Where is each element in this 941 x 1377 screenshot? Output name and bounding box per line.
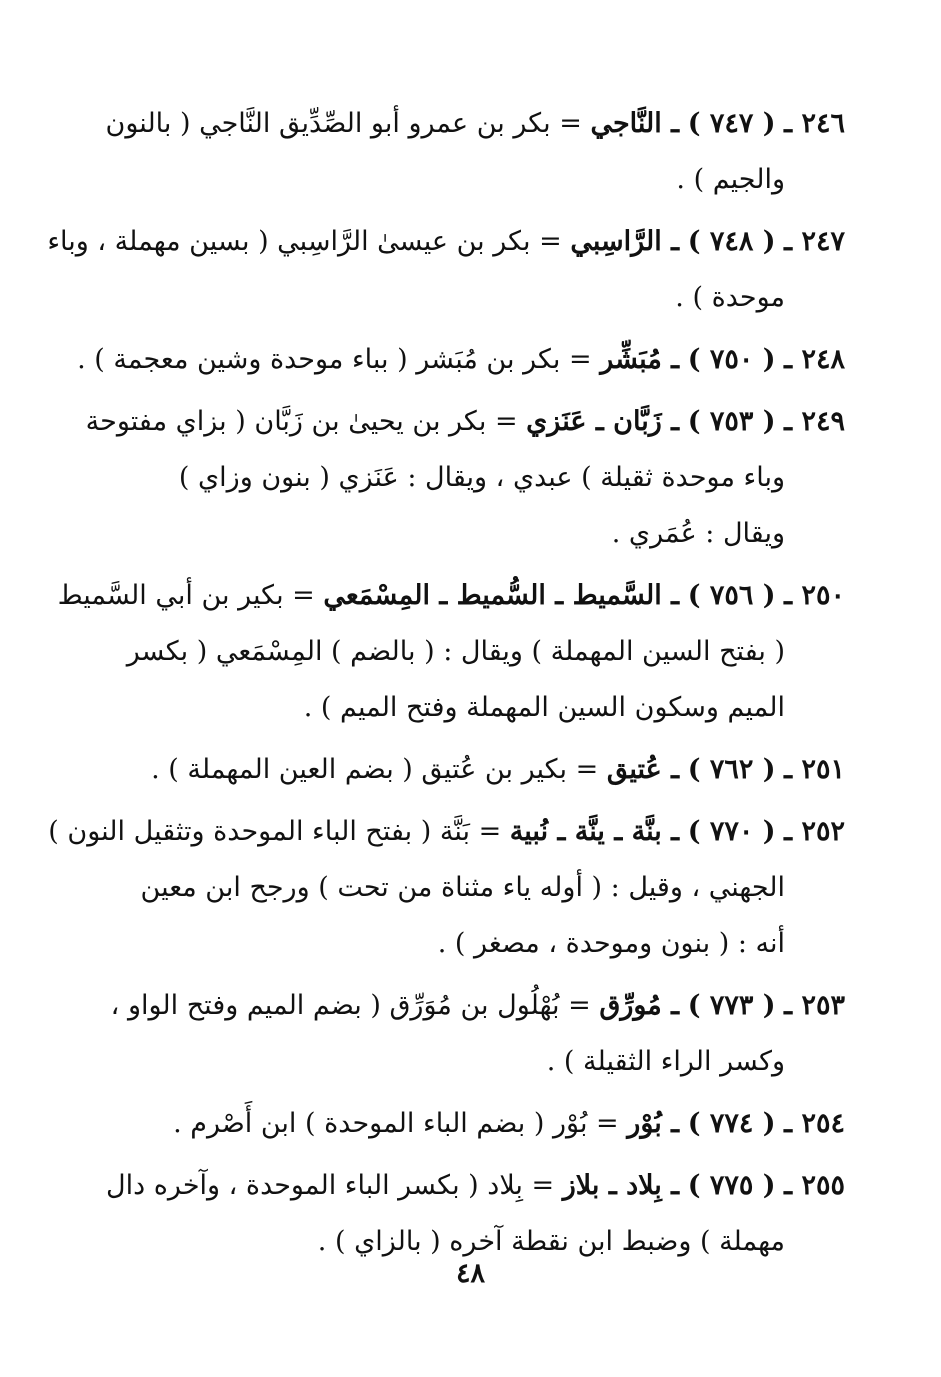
entry-text: = بكير بن أبي السَّميط <box>57 580 315 611</box>
entry-text: مهملة ) وضبط ابن نقطة آخره ( بالزاي ) . <box>317 1226 785 1257</box>
entry-line <box>80 916 845 972</box>
entry-253 <box>80 978 845 1090</box>
entry-254 <box>80 1096 845 1152</box>
entry-headword: ـ السَّميط ـ السُّميط ـ المِسْمَعي <box>323 580 680 611</box>
entry-line <box>80 1158 845 1214</box>
entry-number: ٢٤٨ ـ <box>784 344 845 375</box>
entry-line <box>80 96 845 152</box>
entry-252 <box>48 804 845 972</box>
entry-line <box>80 978 845 1034</box>
entry-headword: ـ مُبَشِّر <box>600 344 680 375</box>
entry-text: = بَنَّة ( بفتح الباء الموحدة وتثقيل النون ) <box>48 816 502 847</box>
entry-number: ٢٥١ ـ <box>784 754 845 785</box>
entry-number: ٢٤٧ ـ <box>784 226 845 257</box>
entry-headword: ـ زَبَّان ـ عَنَزي <box>526 406 680 437</box>
entry-reference: ( ٧٥٠ ) <box>687 344 776 375</box>
entry-line <box>80 394 845 450</box>
entry-255 <box>80 1158 845 1270</box>
entry-line <box>47 214 845 270</box>
entry-text: وكسر الراء الثقيلة ) . <box>546 1046 785 1077</box>
entry-text: موحدة ) . <box>675 282 785 313</box>
entry-number: ٢٥٠ ـ <box>784 580 845 611</box>
entry-headword: ـ النَّاجي <box>590 108 680 139</box>
entry-text: أنه : ( بنون وموحدة ، مصغر ) . <box>437 928 785 959</box>
entry-reference: ( ٧٧٥ ) <box>687 1170 776 1201</box>
entry-reference: ( ٧٦٢ ) <box>687 754 776 785</box>
entry-number: ٢٤٦ ـ <box>784 108 845 139</box>
entry-text: = بكر بن عيسىٰ الرَّاسِبي ( بسين مهملة ، وباء <box>47 226 562 257</box>
entry-reference: ( ٧٧٠ ) <box>687 816 776 847</box>
entry-text: ( بفتح السين المهملة ) ويقال : ( بالضم ) المِسْمَعي ( بكسر <box>126 636 785 667</box>
entry-line <box>80 860 845 916</box>
entry-line <box>77 332 845 388</box>
entry-247 <box>47 214 845 326</box>
entry-text: الميم وسكون السين المهملة وفتح الميم ) . <box>303 692 785 723</box>
entry-reference: ( ٧٧٣ ) <box>687 990 776 1021</box>
entry-number: ٢٥٢ ـ <box>784 816 845 847</box>
entry-number: ٢٥٣ ـ <box>784 990 845 1021</box>
entry-line <box>57 568 845 624</box>
entry-text: الجهني ، وقيل : ( أوله ياء مثناة من تحت ) ورجح ابن معين <box>140 872 785 903</box>
entry-251 <box>80 742 845 798</box>
entry-line <box>80 152 845 208</box>
entry-text: والجيم ) . <box>676 164 785 195</box>
entry-text: = بكر بن عمرو أبو الصِّدِّيق النَّاجي ( بالنون <box>105 108 582 139</box>
page-number: ٤٨ <box>455 1258 485 1289</box>
entry-headword: ـ بُوْر <box>627 1108 680 1139</box>
entry-headword: ـ بنَّة ـ ينَّة ـ نُبية <box>509 816 680 847</box>
entry-reference: ( ٧٥٣ ) <box>687 406 776 437</box>
entry-headword: ـ بِلاد ـ بلاز <box>562 1170 680 1201</box>
entry-text: وباء موحدة ثقيلة ) عبدي ، ويقال : عَنَزي ( بنون وزاي ) <box>178 462 785 493</box>
entry-number: ٢٤٩ ـ <box>784 406 845 437</box>
entry-line <box>80 680 845 736</box>
entry-text: = بكير بن عُتيق ( بضم العين المهملة ) . <box>151 754 599 785</box>
entry-reference: ( ٧٥٦ ) <box>687 580 776 611</box>
entry-line <box>80 624 845 680</box>
entry-number: ٢٥٥ ـ <box>784 1170 845 1201</box>
entry-249 <box>80 394 845 562</box>
entry-line <box>80 742 845 798</box>
entry-reference: ( ٧٧٤ ) <box>687 1108 776 1139</box>
entry-line <box>80 506 845 562</box>
entry-line <box>80 450 845 506</box>
entry-reference: ( ٧٤٧ ) <box>687 108 776 139</box>
entry-number: ٢٥٤ ـ <box>784 1108 845 1139</box>
entry-text: = بكر بن يحيىٰ بن زَبَّان ( بزاي مفتوحة <box>85 406 518 437</box>
entry-line <box>80 1096 845 1152</box>
entry-text: ويقال : عُمَري . <box>611 518 785 549</box>
entry-248 <box>77 332 845 388</box>
entry-text: = بكر بن مُبَشر ( بباء موحدة وشين معجمة ) . <box>77 344 592 375</box>
entry-headword: ـ الرَّاسِبي <box>570 226 680 257</box>
entry-headword: ـ عُتيق <box>606 754 680 785</box>
entry-line <box>80 1034 845 1090</box>
entry-reference: ( ٧٤٨ ) <box>687 226 776 257</box>
entry-246 <box>80 96 845 208</box>
entry-text: = بُهْلُول بن مُوَرِّق ( بضم الميم وفتح الواو ، <box>110 990 591 1021</box>
entry-text: = بِلاد ( بكسر الباء الموحدة ، وآخره دال <box>106 1170 555 1201</box>
entry-text: = بُوْر ( بضم الباء الموحدة ) ابن أَصْرم . <box>173 1108 619 1139</box>
entry-line <box>80 270 845 326</box>
entry-line <box>48 804 845 860</box>
entry-250 <box>57 568 845 736</box>
entry-headword: ـ مُورِّق <box>599 990 680 1021</box>
